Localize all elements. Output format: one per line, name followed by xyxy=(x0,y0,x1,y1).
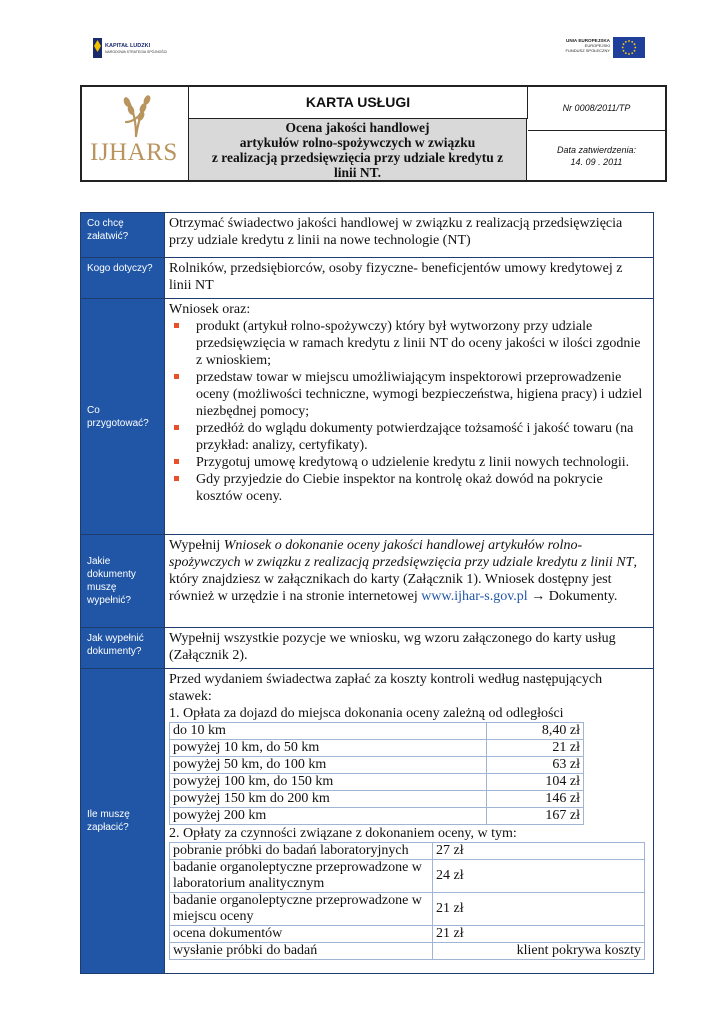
row-payment xyxy=(81,669,653,973)
fee-value: 104 zł xyxy=(487,774,584,791)
fee-name: powyżej 150 km do 200 km xyxy=(170,791,487,808)
table-row xyxy=(170,774,584,791)
table-row xyxy=(170,843,645,860)
row-what xyxy=(81,213,653,258)
fee-name: do 10 km xyxy=(170,723,487,740)
table-row xyxy=(170,791,584,808)
travel-fee-heading: 1. Opłata za dojazd do miejsca dokonania oceny zależną od odległości xyxy=(169,706,564,721)
desc-line: Ocena jakości handlowej xyxy=(285,120,430,135)
row-label: Jakie dokumenty muszę wypełnić? xyxy=(81,535,164,627)
documents-text: → Dokumenty. xyxy=(527,589,618,604)
eu-line3: FUNDUSZ SPOŁECZNY xyxy=(565,48,610,53)
fee-name: powyżej 200 km xyxy=(170,808,487,825)
kapital-ludzki-title: KAPITAŁ LUDZKI xyxy=(105,43,151,49)
fee-value: 167 zł xyxy=(487,808,584,825)
wheat-icon xyxy=(114,92,158,138)
row-content xyxy=(164,535,653,627)
eu-line1: UNIA EUROPEJSKA xyxy=(566,38,610,43)
fee-name: wysłanie próbki do badań xyxy=(170,943,433,960)
list-item: Gdy przyjedzie do Ciebie inspektor na kontrolę okaż dowód na pokrycie kosztów oceny. xyxy=(169,471,647,505)
table-row xyxy=(170,808,584,825)
list-item: przedłóż do wglądu dokumenty potwierdzające tożsamość i jakość towaru (na przykład: analizy, certyfikaty). xyxy=(169,420,647,454)
table-row xyxy=(170,740,584,757)
desc-line: z realizacją przedsięwzięcia przy udziale kredytu z xyxy=(211,150,504,165)
fee-name: ocena dokumentów xyxy=(170,926,433,943)
service-card-header xyxy=(80,85,667,182)
service-info-table xyxy=(80,212,654,974)
card-description xyxy=(189,119,527,180)
table-row xyxy=(170,893,645,926)
fee-name: badanie organoleptyczne przeprowadzone w laboratorium analitycznym xyxy=(170,860,433,893)
fee-name: powyżej 10 km, do 50 km xyxy=(170,740,487,757)
row-label: Co chcę załatwić? xyxy=(81,213,164,257)
fee-value: 8,40 zł xyxy=(487,723,584,740)
list-item: przedstaw towar w miejscu umożliwiającym inspektorowi przeprowadzenie oceny (możliwości techniczne, wymogi bezpieczeństwa, higiena pracy) i udziel niezbędnej pomocy; xyxy=(169,369,647,420)
eu-logo xyxy=(560,36,645,60)
table-row xyxy=(170,723,584,740)
fee-name: powyżej 100 km, do 150 km xyxy=(170,774,487,791)
desc-line: artykułów rolno-spożywczych w związku xyxy=(239,135,476,150)
ijhars-logo xyxy=(82,87,189,180)
approval-date-label: Data zatwierdzenia: xyxy=(556,145,637,155)
fee-value: klient pokrywa koszty xyxy=(433,943,645,960)
row-label: Kogo dotyczy? xyxy=(81,258,164,298)
fee-name: powyżej 50 km, do 100 km xyxy=(170,757,487,774)
row-who xyxy=(81,258,653,299)
fee-value: 21 zł xyxy=(433,893,645,926)
row-content: Rolników, przedsiębiorców, osoby fizyczne- beneficjentów umowy kredytowej z linii NT xyxy=(164,258,653,298)
row-label: Jak wypełnić dokumenty? xyxy=(81,628,164,668)
desc-line: linii NT. xyxy=(333,165,381,180)
prepare-list xyxy=(169,318,647,505)
website-link[interactable]: www.ijhar-s.gov.pl xyxy=(421,589,528,604)
row-label: Co przygotować? xyxy=(81,299,164,534)
fee-value: 146 zł xyxy=(487,791,584,808)
kapital-ludzki-logo xyxy=(93,38,168,60)
list-item: Przygotuj umowę kredytową o udzielenie kredytu z linii nowych technologii. xyxy=(169,454,647,471)
row-prepare xyxy=(81,299,653,535)
table-row xyxy=(170,926,645,943)
eu-flag-icon xyxy=(613,37,645,58)
card-number: Nr 0008/2011/TP xyxy=(528,87,665,131)
fee-value: 24 zł xyxy=(433,860,645,893)
fee-name: pobranie próbki do badań laboratoryjnych xyxy=(170,843,433,860)
payment-intro: Przed wydaniem świadectwa zapłać za koszty kontroli według następujących stawek: xyxy=(169,672,603,704)
table-row xyxy=(170,943,645,960)
eu-line2: EUROPEJSKI xyxy=(584,43,610,48)
activity-fee-heading: 2. Opłaty za czynności związane z dokonaniem oceny, w tym: xyxy=(169,826,517,841)
kapital-ludzki-subtitle: NARODOWA STRATEGIA SPÓJNOŚCI xyxy=(105,50,168,54)
application-form-name: Wniosek o dokonanie oceny jakości handlowej artykułów rolno-spożywczych w związku z realizacją przedsięwzięcia przy udziale kredytu z linii NT xyxy=(169,538,634,570)
kapital-ludzki-icon xyxy=(93,38,102,58)
documents-text: , który znajdziesz w załącznikach do karty (Załącznik 1). Wniosek dostępny jest również w urzędzie i na stronie internetowej xyxy=(169,555,637,604)
row-content xyxy=(164,669,653,973)
row-documents xyxy=(81,535,653,628)
travel-fee-table xyxy=(169,722,584,825)
prepare-intro: Wniosek oraz: xyxy=(169,302,251,317)
fee-value: 21 zł xyxy=(433,926,645,943)
approval-date-value: 14. 09 . 2011 xyxy=(570,157,623,167)
card-title: KARTA USŁUGI xyxy=(189,87,528,119)
fee-value: 63 zł xyxy=(487,757,584,774)
fee-value: 27 zł xyxy=(433,843,645,860)
table-row xyxy=(170,860,645,893)
fee-name: badanie organoleptyczne przeprowadzone w miejscu oceny xyxy=(170,893,433,926)
row-content xyxy=(164,299,653,534)
activity-fee-table xyxy=(169,842,645,960)
approval-date xyxy=(528,131,665,180)
row-content: Otrzymać świadectwo jakości handlowej w związku z realizacją przedsięwzięcia przy udziale kredytu z linii na nowe technologie (NT) xyxy=(164,213,653,257)
list-item: produkt (artykuł rolno-spożywczy) który był wytworzony przy udziale przedsięwzięcia w ramach kredytu z linii NT do oceny jakości w ilości zgodnie z wnioskiem; xyxy=(169,318,647,369)
row-content: Wypełnij wszystkie pozycje we wniosku, wg wzoru załączonego do karty usług (Załącznik 2). xyxy=(164,628,653,668)
ijhars-brand: IJHARS xyxy=(90,139,178,166)
row-how-fill xyxy=(81,628,653,669)
documents-text: Wypełnij xyxy=(169,538,224,553)
table-row xyxy=(170,757,584,774)
row-label: Ile muszę zapłacić? xyxy=(81,669,164,973)
fee-value: 21 zł xyxy=(487,740,584,757)
